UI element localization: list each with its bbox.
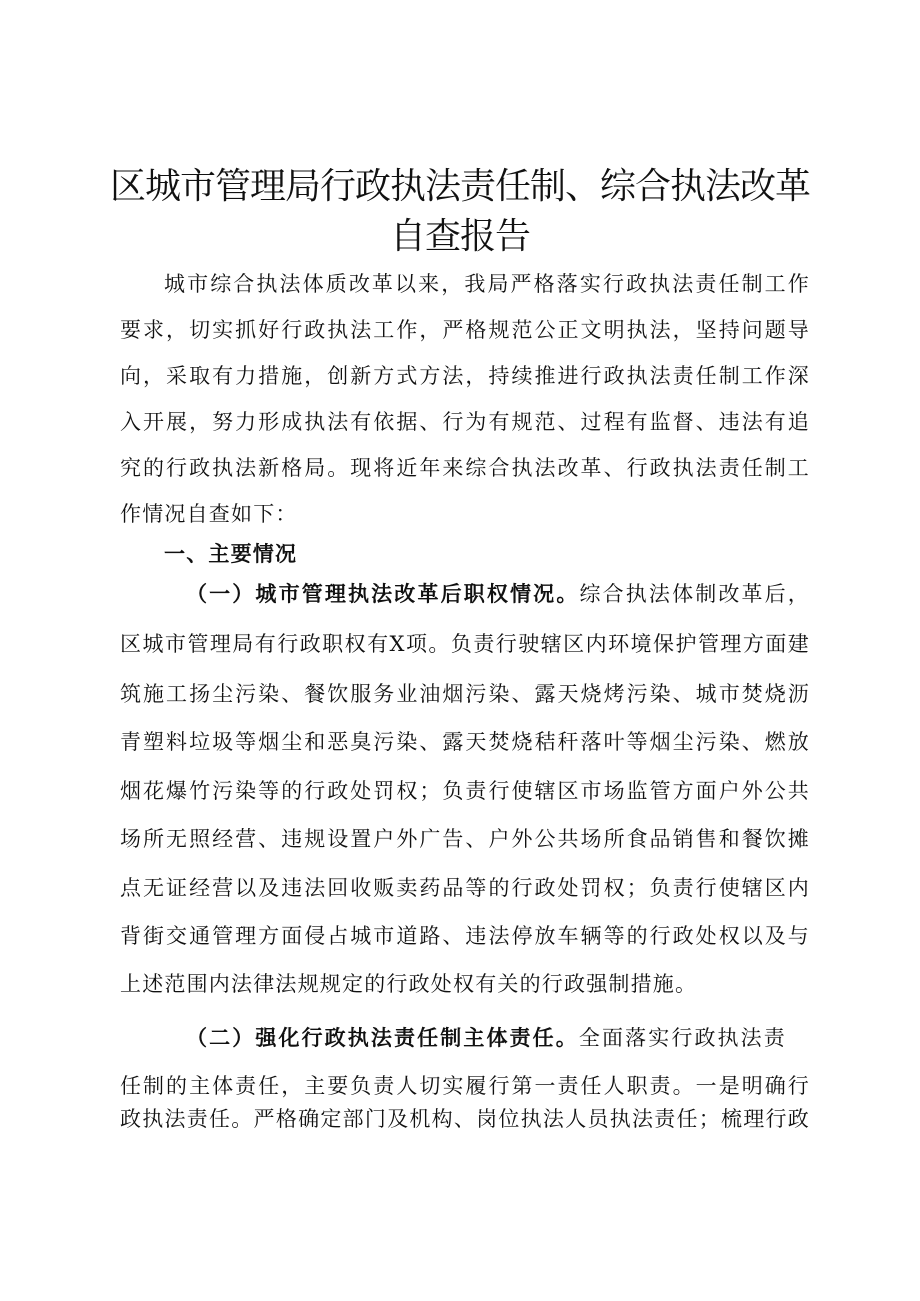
subsection-1-line: 背街交通管理方面侵占城市道路、违法停放车辆等的行政处权以及与 xyxy=(120,924,810,948)
section-heading: 一、主要情况 xyxy=(164,541,298,566)
intro-line: 入开展，努力形成执法有依据、行为有规范、过程有监督、违法有追 xyxy=(120,410,810,434)
intro-line: 要求，切实抓好行政执法工作，严格规范公正文明执法，坚持问题导 xyxy=(120,318,810,342)
intro-line: 作情况自查如下： xyxy=(120,502,298,526)
subsection-1-line: 区城市管理局有行政职权有X项。负责行驶辖区内环境保护管理方面建 xyxy=(120,632,810,656)
subsection-1-heading: （一）城市管理执法改革后职权情况。 xyxy=(186,581,580,606)
intro-line: 究的行政执法新格局。现将近年来综合执法改革、行政执法责任制工 xyxy=(120,456,810,480)
subsection-1-first-line xyxy=(186,578,810,608)
subsection-1-line: 筑施工扬尘污染、餐饮服务业油烟污染、露天烧烤污染、城市焚烧沥 xyxy=(120,682,810,706)
document-title-line-2: 自查报告 xyxy=(389,216,530,257)
intro-line: 城市综合执法体质改革以来，我局严格落实行政执法责任制工作 xyxy=(164,272,810,296)
subsection-1-line: 点无证经营以及违法回收贩卖药品等的行政处罚权；负责行使辖区内 xyxy=(120,876,810,900)
subsection-2-first-line xyxy=(186,1022,786,1052)
subsection-1-line: 场所无照经营、违规设置户外广告、户外公共场所食品销售和餐饮摊 xyxy=(120,827,810,851)
subsection-2-line: 政执法责任。严格确定部门及机构、岗位执法人员执法责任；梳理行政 xyxy=(120,1107,810,1131)
subsection-1-lead-text: 综合执法体制改革后， xyxy=(579,582,810,606)
intro-line: 向，采取有力措施，创新方式方法，持续推进行政执法责任制工作深 xyxy=(120,364,810,388)
subsection-1-line: 青塑料垃圾等烟尘和恶臭污染、露天焚烧秸秆落叶等烟尘污染、燃放 xyxy=(120,730,810,754)
subsection-2-lead-text: 全面落实行政执法责 xyxy=(578,1026,786,1050)
subsection-2-line: 任制的主体责任，主要负责人切实履行第一责任人职责。一是明确行 xyxy=(120,1074,810,1098)
subsection-1-line: 烟花爆竹污染等的行政处罚权；负责行使辖区市场监管方面户外公共 xyxy=(120,779,810,803)
subsection-1-line: 上述范围内法律法规规定的行政处权有关的行政强制措施。 xyxy=(120,972,698,996)
subsection-2-heading: （二）强化行政执法责任制主体责任。 xyxy=(186,1025,579,1050)
document-title-line-1: 区城市管理局行政执法责任制、综合执法改革 xyxy=(110,166,811,207)
